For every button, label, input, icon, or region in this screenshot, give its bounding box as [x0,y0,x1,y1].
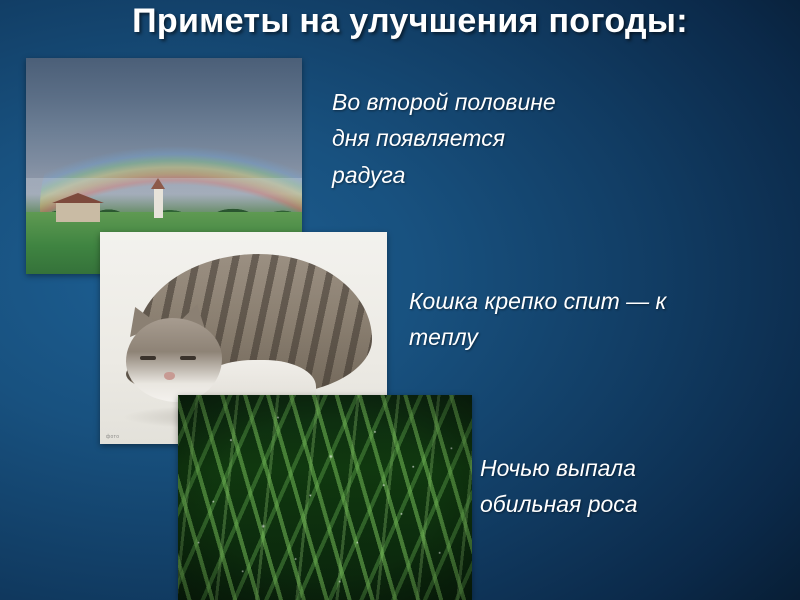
cat-eye-right [180,356,196,360]
omen-text-rainbow: Во второй половине дня появляется радуга [332,89,556,188]
church-tower-shape [154,188,163,218]
cat-nose [164,372,175,380]
omen-text-cat: Кошка крепко спит — к теплу [409,288,667,351]
cat-head [126,318,222,402]
photo-vignette [178,395,472,600]
page-title: Приметы на улучшения погоды: [132,2,688,40]
omen-text-dew: Ночью выпала обильная роса [480,455,638,518]
cat-eye-left [140,356,156,360]
dewy-grass-photo [178,395,472,600]
photo-credit: фото [106,434,120,440]
house-shape [56,202,100,222]
